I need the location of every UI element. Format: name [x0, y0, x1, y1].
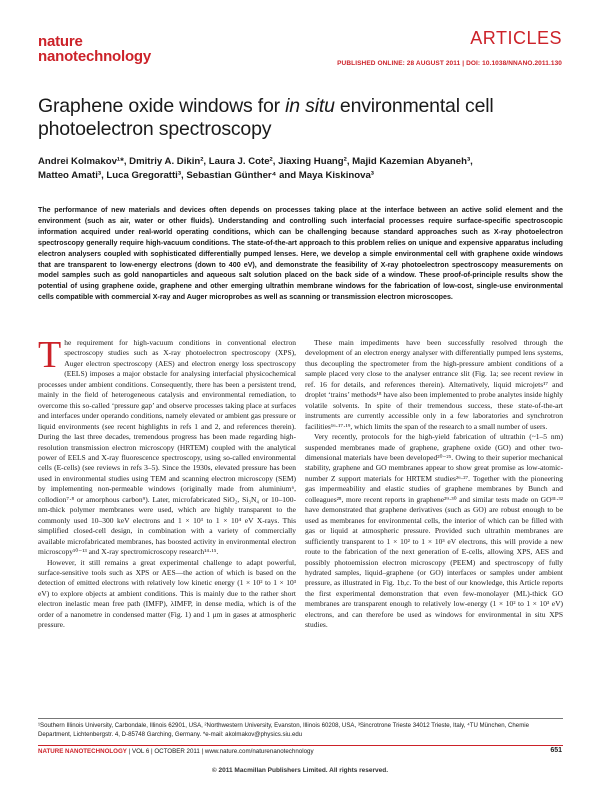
body-column-right	[305, 338, 563, 631]
paragraph	[38, 334, 296, 558]
section-label: ARTICLES	[470, 28, 562, 48]
journal-logo[interactable]	[38, 34, 151, 64]
body-column-left	[38, 334, 296, 631]
affiliations-footnote: ¹Southern Illinois University, Carbondale, Illinois 62901, USA, ²Northwestern University, Evanston, Illinois 60208, USA, ³Sincrotrone Trieste 34012 Trieste, Italy, ⁴TU München, Chemie Department, Lichtenbergstr. 4, D-85748 Garching, Germany. *e-mail: akolmakov@physics.siu.edu	[38, 718, 563, 739]
publication-info: PUBLISHED ONLINE: 28 AUGUST 2011 | DOI: 10.1038/NNANO.2011.130	[337, 60, 562, 67]
author-list	[38, 155, 563, 183]
title-part2: environmental cell photoelectron spectroscopy	[38, 95, 494, 140]
footer-divider	[38, 745, 563, 746]
title-italic: in situ	[285, 95, 335, 117]
drop-cap: T	[38, 334, 62, 376]
footer-journal-info	[38, 748, 314, 755]
copyright-notice: © 2011 Macmillan Publishers Limited. All rights reserved.	[211, 767, 389, 774]
article-title	[38, 95, 558, 141]
page-number: 651	[550, 747, 562, 754]
title-part1: Graphene oxide windows for	[38, 95, 286, 117]
journal-logo-line1: nature	[38, 33, 83, 50]
paragraph-text: he requirement for high-vacuum conditions in conventional electron spectroscopy studies such as X-ray photoelectron spectroscopy (XPS), Auger electron spectroscopy (AES) and electron energy loss spectroscopy (EELS) imposes a major obstacle for analysing interfacial physicochemical processes under ambient conditions. Consequently, there has been a persistent trend, mainly in the field of heterogeneous catalysis and environmental remediation, to overcome this so-called ‘pressure gap’ and observe processes taking place at surfaces and interfaces under operando conditions, namely elevated or ambient gas pressure or liquid environments (see recent highlights in refs 1 and 2, and references therein). During the last three decades, tremendous progress has been made regarding high-resolution transmission electron microscopy (HRTEM) coupled with the analytical power of EELS and X-ray fluorescence spectroscopy, using so-called environmental cells (E-cells) (see reviews in refs 3–5). Since the 1930s, elevated pressure has been used in environmental studies using TEM and scanning electron microscopy (SEM) by implementing non-permeable windows (originally made from aluminium⁶, collodion⁷·⁸ or amorphous carbon⁹). Later, microfabricated SiO₂, Si₃N₄ or 10–100-nm-thick polymer membranes were used, which are highly transparent to the commonly used 10–300 keV electrons and 1 × 10³ to 1 × 10⁴ eV X-rays. This simplified closed-cell design, in combination with a variety of commercially available microfabricated membranes, has boosted activity in environmental electron microscopy¹⁰⁻¹³ and X-ray spectromicroscopy research¹⁴·¹⁵.	[38, 338, 296, 557]
footer-journal-name: NATURE NANOTECHNOLOGY	[38, 748, 127, 755]
journal-logo-line2: nanotechnology	[38, 48, 152, 65]
authors-line1: Andrei Kolmakov¹*, Dmitriy A. Dikin², Laura J. Cote², Jiaxing Huang², Majid Kazemian Abyaneh³,	[38, 156, 473, 167]
footer-issue: | VOL 6 | OCTOBER 2011 | www.nature.com/naturenanotechnology	[126, 748, 314, 755]
paragraph: Very recently, protocols for the high-yield fabrication of ultrathin (~1–5 nm) suspended membranes made of graphene, graphene oxide (GO) and other two-dimensional materials have been developed²⁰⁻²⁵. Owing to their superior mechanical stability, graphene and GO membranes appear to show great promise as low-atomic-number Z support materials for HRTEM studies²⁶·²⁷. Together with the pioneering gas impermeability and elastic studies of graphene membranes by Bunch and colleagues²⁸, more recent reports in graphene²⁹·³⁰ and similar tests made on GO³¹·³² have demonstrated that graphene derivatives (such as GO) are robust enough to be used as membranes for environmental cells, the interior of which can be filled with gas or liquid at atmospheric pressure. Provided such ultrathin membranes are sufficiently transparent to 1 × 10² to 1 × 10³ eV electrons, this will provide a new route to the fabrication of the next generation of E-cells, allowing XPS, AES and possibly photoemission electron microscopy (PEEM) and spectroscopy of fully hydrated samples, liquid–graphene (or GO) interfaces or samples under ambient pressure, as illustrated in Fig. 1b,c. To the best of our knowledge, this Article reports the first experimental demonstration that even few-monolayer (ML)-thick GO membranes are transparent enough to relatively low-energy (1 × 10² to 1 × 10³ eV) electrons, and can therefore be used as windows for environmental in situ XPS studies.	[305, 432, 563, 630]
paragraph: However, it still remains a great experimental challenge to adapt powerful, surface-sensitive tools such as XPS or AES—the action of which is based on the detection of emitted electrons with relatively low kinetic energy (1 × 10² to 1 × 10³ eV) to explore objects at ambient conditions. This is mainly due to the rather short electron inelastic mean free path (IMFP), λIMFP, in dense media, which is of the order of a nanometre in condensed matter (Fig. 1) and 1 μm in gases at atmospheric pressure.	[38, 557, 296, 630]
abstract: The performance of new materials and devices often depends on processes taking place at the interface between an active solid element and the environment (such as air, water or other fluids). Understanding and controlling such interfacial processes require surface-specific spectroscopic information acquired under real-world operating conditions, which can be challenging because standard approaches such as X-ray photoelectron spectroscopy generally require high-vacuum conditions. The state-of-the-art approach to this problem relies on unique and expensive apparatus including electron analysers coupled with sophisticated differentially pumped lenses. Here, we develop a simple environmental cell with graphene oxide windows that are transparent to low-energy electrons (down to 400 eV), and demonstrate the feasibility of X-ray photoelectron spectroscopy measurements on model samples such as gold nanoparticles and aqueous salt solution placed on the back side of a window. These proof-of-principle results show the potential of using graphene oxide, graphene and other emerging ultrathin membrane windows for the fabrication of low-cost, single-use environmental cells compatible with commercial X-ray and Auger microprobes as well as scanning or transmission electron microscopes.	[38, 206, 563, 302]
paragraph: These main impediments have been successfully resolved through the development of an electron energy analyser with differentially pumped lens systems, thus decoupling the spectrometer from the high-pressure ambient conditions of a sample placed very close to the analyser entrance slit (Fig. 1a; see recent review in ref. 16 for details, and references therein). Alternatively, liquid microjets¹⁷ and droplet ‘trains’ methods¹⁸ have also been implemented to probe analytes inside highly volatile solvents. In spite of their tremendous success, these state-of-the-art instruments are currently accessible only in a few laboratories and synchrotron facilities¹⁶·¹⁷·¹⁹, which limits the span of the research to a small number of users.	[305, 338, 563, 431]
authors-line2: Matteo Amati³, Luca Gregoratti³, Sebastian Günther⁴ and Maya Kiskinova³	[38, 170, 374, 181]
